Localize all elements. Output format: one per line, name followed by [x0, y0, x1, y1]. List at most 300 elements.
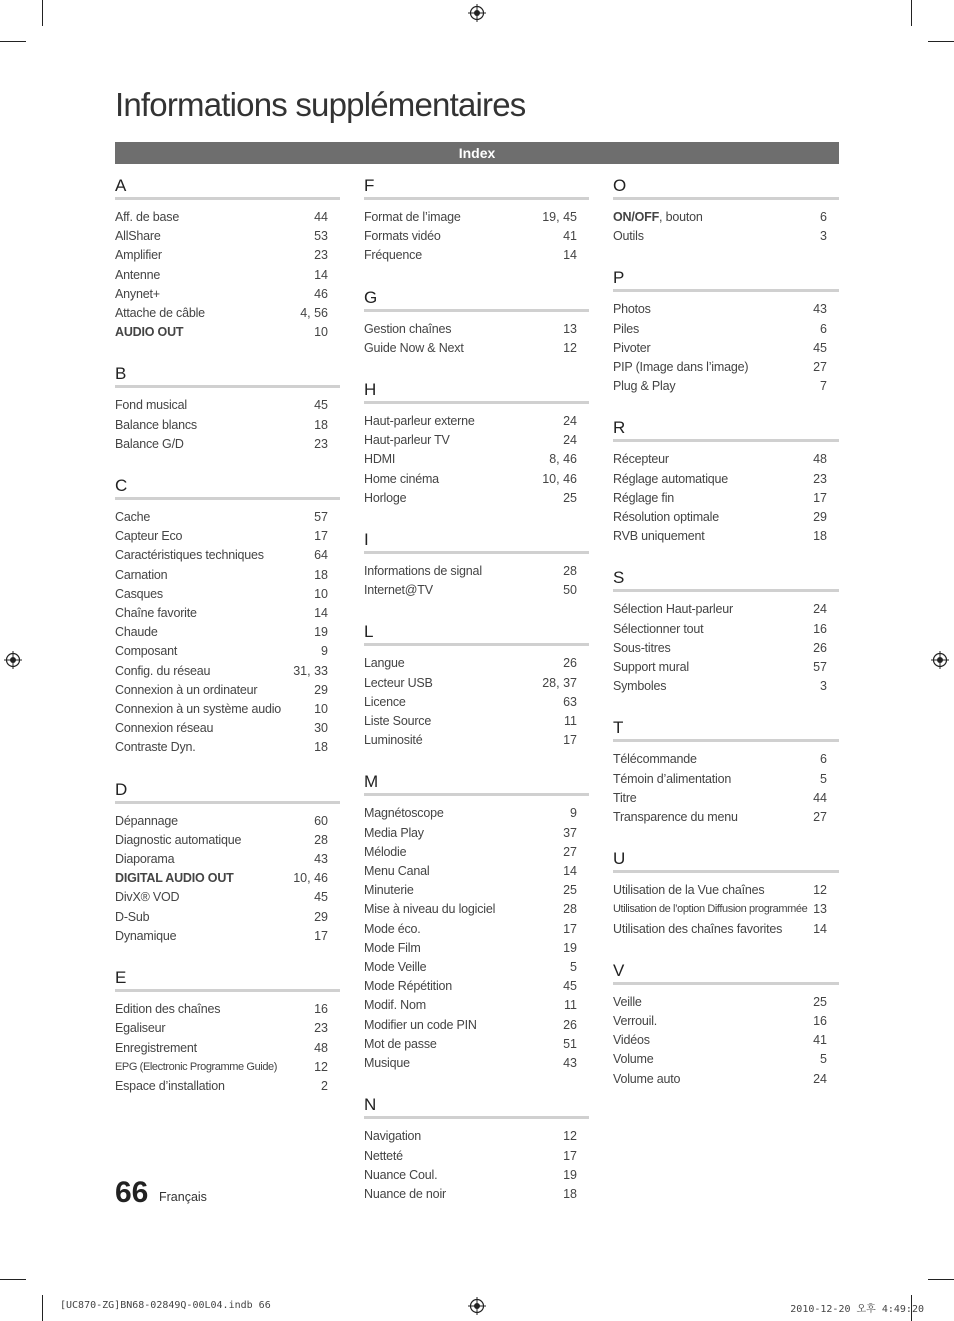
entry-label: Titre [613, 790, 637, 805]
index-entry [115, 508, 340, 527]
index-entry [115, 546, 340, 565]
index-entry [364, 862, 589, 881]
index-entry [613, 489, 839, 508]
entry-page: 17 [563, 733, 577, 748]
entry-label: Mélodie [364, 844, 407, 859]
entry-page: 57 [314, 510, 328, 525]
index-entry [364, 489, 589, 508]
entry-page: 26 [563, 1017, 577, 1032]
entry-label [613, 208, 703, 227]
section-letter: A [115, 176, 340, 200]
entry-label: Modif. Nom [364, 998, 426, 1013]
entry-label: Nuance Coul. [364, 1167, 438, 1182]
entry-page: 5 [820, 771, 827, 786]
entry-label: Support mural [613, 660, 689, 675]
entry-label: Verrouil. [613, 1014, 658, 1029]
crop-mark [911, 0, 912, 26]
index-entry [613, 920, 839, 939]
index-entry [364, 654, 589, 673]
entry-label: Symboles [613, 679, 667, 694]
entry-page: 16 [813, 621, 827, 636]
index-entry [364, 562, 589, 581]
index-entry [613, 808, 839, 827]
entry-page: 29 [813, 510, 827, 525]
entry-page: 11 [564, 714, 577, 729]
registration-mark-icon [468, 4, 486, 22]
entry-label: Outils [613, 229, 644, 244]
entry-page: 19 [563, 1167, 577, 1182]
entry-page: 45 [563, 979, 577, 994]
index-section [364, 622, 589, 750]
entry-page: 43 [813, 302, 827, 317]
entry-page: 48 [813, 452, 827, 467]
index-entry [115, 266, 340, 285]
index-entry [115, 527, 340, 546]
crop-mark [42, 1295, 43, 1321]
index-entry [613, 1050, 839, 1069]
index-section [613, 568, 839, 696]
entry-label-suffix: , bouton [659, 210, 703, 224]
section-letter: V [613, 961, 839, 985]
index-entry [364, 920, 589, 939]
index-entry [364, 1127, 589, 1146]
entry-label: Diaporama [115, 852, 175, 867]
entry-page: 41 [563, 229, 577, 244]
entry-label: Réglage automatique [613, 471, 729, 486]
index-entry [115, 285, 340, 304]
index-entry [364, 246, 589, 265]
index-entry [115, 700, 340, 719]
entry-page: 8, 46 [549, 452, 577, 467]
index-entry [364, 1166, 589, 1185]
entry-page: 12 [563, 340, 577, 355]
section-letter: N [364, 1095, 589, 1119]
entry-label: Fond musical [115, 398, 187, 413]
entry-page: 25 [813, 994, 827, 1009]
entry-label: Connexion à un système audio [115, 702, 282, 717]
index-entry [613, 358, 839, 377]
entry-label: Magnétoscope [364, 806, 444, 821]
entry-page: 53 [314, 229, 328, 244]
index-entry [364, 939, 589, 958]
entry-page: 29 [314, 909, 328, 924]
section-letter: G [364, 288, 589, 312]
page-title: Informations supplémentaires [115, 86, 526, 123]
index-entry [364, 581, 589, 600]
entry-label: Piles [613, 321, 640, 336]
index-entry [115, 246, 340, 265]
entry-page: 24 [563, 433, 577, 448]
entry-page: 23 [314, 1021, 328, 1036]
index-entry [364, 900, 589, 919]
entry-label: Mise à niveau du logiciel [364, 902, 496, 917]
index-entry [613, 508, 839, 527]
index-entry [364, 320, 589, 339]
entry-label: Luminosité [364, 733, 423, 748]
index-entry [115, 416, 340, 435]
section-letter: O [613, 176, 839, 200]
index-entry [364, 470, 589, 489]
entry-label: Volume auto [613, 1071, 681, 1086]
print-date-info: 2010-12-20 오후 4:49:20 [790, 1304, 924, 1315]
index-entry [115, 304, 340, 323]
section-letter: S [613, 568, 839, 592]
index-entry [364, 431, 589, 450]
index-entry [364, 843, 589, 862]
entry-page: 17 [813, 490, 827, 505]
registration-mark-icon [4, 651, 22, 669]
entry-page: 2 [321, 1078, 328, 1093]
entry-label: Minuterie [364, 883, 414, 898]
entry-page: 3 [820, 679, 827, 694]
entry-label: Volume [613, 1052, 654, 1067]
entry-page: 44 [813, 790, 827, 805]
entry-label: Sélection Haut-parleur [613, 602, 733, 617]
crop-mark [42, 0, 43, 26]
index-entry [613, 320, 839, 339]
entry-label: Dépannage [115, 813, 178, 828]
index-section [364, 176, 589, 266]
entry-page: 16 [314, 1002, 328, 1017]
entry-label: Gestion chaînes [364, 321, 452, 336]
entry-label: Amplifier [115, 248, 162, 263]
index-entry [364, 450, 589, 469]
entry-page: 45 [314, 890, 328, 905]
entry-label-bold: ON/OFF [613, 210, 660, 224]
crop-mark [0, 1279, 26, 1280]
section-letter: C [115, 476, 340, 500]
index-section [115, 364, 340, 454]
entry-label: AllShare [115, 229, 161, 244]
index-entry [364, 824, 589, 843]
entry-page: 6 [820, 752, 827, 767]
entry-label: Dynamique [115, 928, 177, 943]
index-entry [613, 900, 839, 919]
section-letter: M [364, 772, 589, 796]
entry-label: Récepteur [613, 452, 669, 467]
crop-mark [928, 41, 954, 42]
entry-label: Réglage fin [613, 490, 675, 505]
entry-label: Carnation [115, 567, 168, 582]
entry-label: Media Play [364, 825, 424, 840]
index-entry [115, 642, 340, 661]
entry-label: Lecteur USB [364, 675, 433, 690]
index-entry [613, 450, 839, 469]
index-entry [115, 662, 340, 681]
index-entry [364, 1054, 589, 1073]
index-entry [115, 869, 340, 888]
index-entry [364, 1185, 589, 1204]
index-section [115, 780, 340, 946]
entry-page: 50 [563, 583, 577, 598]
index-entry [115, 850, 340, 869]
entry-page: 63 [563, 694, 577, 709]
index-entry [115, 208, 340, 227]
entry-page: 17 [563, 921, 577, 936]
entry-label: Chaîne favorite [115, 606, 197, 621]
entry-page: 17 [314, 529, 328, 544]
page-number: 66 [115, 1176, 149, 1209]
entry-label: Mode Film [364, 940, 421, 955]
entry-label: Internet@TV [364, 583, 433, 598]
entry-page: 12 [563, 1129, 577, 1144]
index-entry [613, 470, 839, 489]
entry-page: 19, 45 [542, 210, 577, 224]
index-entry [613, 208, 839, 227]
index-entry [613, 1070, 839, 1089]
entry-label: Nuance de noir [364, 1186, 446, 1201]
entry-page: 17 [563, 1148, 577, 1163]
entry-label: Capteur Eco [115, 529, 183, 544]
entry-label: Langue [364, 656, 405, 671]
entry-label: Licence [364, 694, 406, 709]
entry-page: 19 [563, 940, 577, 955]
index-section [364, 772, 589, 1073]
entry-page: 4, 56 [300, 306, 328, 321]
entry-label: AUDIO OUT [115, 325, 184, 340]
entry-label: Haut-parleur externe [364, 414, 475, 429]
index-section [364, 530, 589, 600]
entry-page: 6 [820, 210, 827, 224]
index-entry [613, 639, 839, 658]
entry-page: 44 [314, 210, 328, 224]
registration-mark-icon [931, 651, 949, 669]
index-entry [613, 620, 839, 639]
index-entry [115, 831, 340, 850]
entry-label: Formats vidéo [364, 229, 441, 244]
entry-page: 18 [314, 740, 328, 755]
entry-label: Mode Veille [364, 960, 427, 975]
entry-page: 24 [813, 1071, 827, 1086]
entry-page: 24 [813, 602, 827, 617]
section-letter: E [115, 968, 340, 992]
index-entry [613, 1012, 839, 1031]
footer-language: Français [159, 1190, 207, 1204]
index-entry [115, 1077, 340, 1096]
index-entry [364, 1016, 589, 1035]
entry-page: 10 [314, 702, 328, 717]
print-file-info: [UC870-ZG]BN68-02849Q-00L04.indb 66 [60, 1300, 271, 1311]
entry-page: 27 [563, 844, 577, 859]
entry-page: 18 [563, 1186, 577, 1201]
index-entry [115, 566, 340, 585]
entry-page: 30 [314, 721, 328, 736]
crop-mark [0, 41, 26, 42]
entry-page: 60 [314, 813, 328, 828]
entry-label: DIGITAL AUDIO OUT [115, 871, 234, 886]
entry-label: Fréquence [364, 248, 422, 263]
entry-label: Pivoter [613, 340, 651, 355]
index-entry [115, 719, 340, 738]
entry-page: 23 [314, 248, 328, 263]
index-entry [613, 600, 839, 619]
index-section [364, 1095, 589, 1204]
entry-page: 10 [314, 586, 328, 601]
index-entry [115, 227, 340, 246]
entry-page: 45 [813, 340, 827, 355]
entry-label: Menu Canal [364, 864, 430, 879]
index-section [115, 176, 340, 342]
entry-label: Attache de câble [115, 306, 205, 321]
entry-label: Connexion à un ordinateur [115, 682, 258, 697]
index-entry [115, 1058, 340, 1077]
index-section [613, 176, 839, 246]
entry-label: Espace d’installation [115, 1078, 225, 1093]
entry-label: Cache [115, 510, 151, 525]
entry-page: 18 [314, 417, 328, 432]
entry-page: 27 [813, 810, 827, 825]
entry-label: Balance G/D [115, 436, 184, 451]
entry-page: 14 [813, 921, 827, 936]
index-column [364, 176, 589, 1226]
entry-page: 13 [563, 321, 577, 336]
entry-page: 25 [563, 883, 577, 898]
entry-label: Liste Source [364, 714, 432, 729]
entry-page: 23 [813, 471, 827, 486]
entry-page: 16 [813, 1014, 827, 1029]
entry-page: 25 [563, 490, 577, 505]
entry-page: 43 [563, 1056, 577, 1071]
entry-label: Aff. de base [115, 210, 180, 224]
index-entry [613, 658, 839, 677]
entry-label: Télécommande [613, 752, 697, 767]
index-entry [364, 339, 589, 358]
entry-label: Résolution optimale [613, 510, 719, 525]
entry-page: 28 [314, 832, 328, 847]
index-section [613, 849, 839, 939]
entry-label: Chaude [115, 625, 158, 640]
entry-label: Format de l’image [364, 210, 461, 224]
index-entry [115, 1000, 340, 1019]
index-entry [364, 1147, 589, 1166]
index-entry [613, 789, 839, 808]
index-entry [364, 804, 589, 823]
entry-label: Musique [364, 1056, 410, 1071]
entry-page: 12 [813, 883, 827, 898]
entry-page: 14 [314, 267, 328, 282]
entry-page: 5 [820, 1052, 827, 1067]
index-entry [364, 412, 589, 431]
entry-page: 28 [563, 902, 577, 917]
entry-label: Balance blancs [115, 417, 197, 432]
entry-page: 43 [314, 852, 328, 867]
entry-page: 14 [314, 606, 328, 621]
index-entry [364, 693, 589, 712]
index-section [613, 961, 839, 1089]
crop-mark [928, 1279, 954, 1280]
index-entry [115, 1039, 340, 1058]
index-section [613, 268, 839, 396]
index-header: Index [115, 142, 839, 164]
entry-label: RVB uniquement [613, 529, 705, 544]
entry-label: Contraste Dyn. [115, 740, 196, 755]
index-entry [613, 881, 839, 900]
entry-page: 48 [314, 1040, 328, 1055]
entry-page: 19 [314, 625, 328, 640]
index-entry [613, 300, 839, 319]
index-entry [613, 750, 839, 769]
entry-page: 28, 37 [542, 675, 577, 690]
entry-page: 3 [820, 229, 827, 244]
index-entry [115, 1019, 340, 1038]
section-letter: F [364, 176, 589, 200]
registration-mark-icon [468, 1297, 486, 1315]
entry-label: PIP (Image dans l’image) [613, 360, 749, 375]
entry-page: 57 [813, 660, 827, 675]
index-entry [613, 227, 839, 246]
entry-page: 24 [563, 414, 577, 429]
entry-label: DivX® VOD [115, 890, 180, 905]
index-entry [613, 339, 839, 358]
entry-label: Mode Répétition [364, 979, 453, 994]
index-entry [115, 623, 340, 642]
entry-label: Config. du réseau [115, 663, 211, 678]
index-entry [364, 208, 589, 227]
entry-page: 29 [314, 682, 328, 697]
entry-page: 46 [314, 286, 328, 301]
section-letter: T [613, 718, 839, 742]
index-entry [364, 958, 589, 977]
entry-page: 45 [314, 398, 328, 413]
entry-label: Utilisation de la Vue chaînes [613, 883, 765, 898]
entry-page: 12 [314, 1059, 328, 1074]
entry-label: Mot de passe [364, 1036, 437, 1051]
index-entry [115, 323, 340, 342]
entry-label: Edition des chaînes [115, 1002, 221, 1017]
entry-label: Netteté [364, 1148, 403, 1163]
entry-page: 11 [564, 998, 577, 1013]
index-entry [364, 227, 589, 246]
entry-label: Utilisation de l’option Diffusion programmée [613, 903, 808, 916]
entry-label: Casques [115, 586, 163, 601]
entry-page: 18 [813, 529, 827, 544]
section-letter: D [115, 780, 340, 804]
entry-label: Connexion réseau [115, 721, 214, 736]
entry-label: Composant [115, 644, 178, 659]
index-entry [115, 396, 340, 415]
index-entry [613, 993, 839, 1012]
entry-label: Egaliseur [115, 1021, 166, 1036]
entry-page: 7 [820, 379, 827, 394]
entry-label: Témoin d’alimentation [613, 771, 732, 786]
entry-page: 10, 46 [542, 471, 577, 486]
index-entry [115, 888, 340, 907]
entry-page: 6 [820, 321, 827, 336]
index-entry [613, 1031, 839, 1050]
entry-label: Modifier un code PIN [364, 1017, 477, 1032]
entry-page: 28 [563, 564, 577, 579]
entry-page: 26 [563, 656, 577, 671]
index-entry [364, 881, 589, 900]
entry-page: 37 [563, 825, 577, 840]
entry-page: 23 [314, 436, 328, 451]
entry-page: 31, 33 [293, 663, 328, 678]
index-column [613, 176, 839, 1111]
entry-page: 18 [314, 567, 328, 582]
entry-page: 41 [813, 1033, 827, 1048]
entry-label: Horloge [364, 490, 407, 505]
index-entry [613, 770, 839, 789]
entry-label: Diagnostic automatique [115, 832, 242, 847]
index-column [115, 176, 340, 1118]
entry-label: Sous-titres [613, 640, 671, 655]
index-section [613, 718, 839, 827]
section-letter: L [364, 622, 589, 646]
entry-page: 10, 46 [293, 871, 328, 886]
entry-page: 10 [314, 325, 328, 340]
entry-label: Home cinéma [364, 471, 439, 486]
index-section [364, 380, 589, 508]
